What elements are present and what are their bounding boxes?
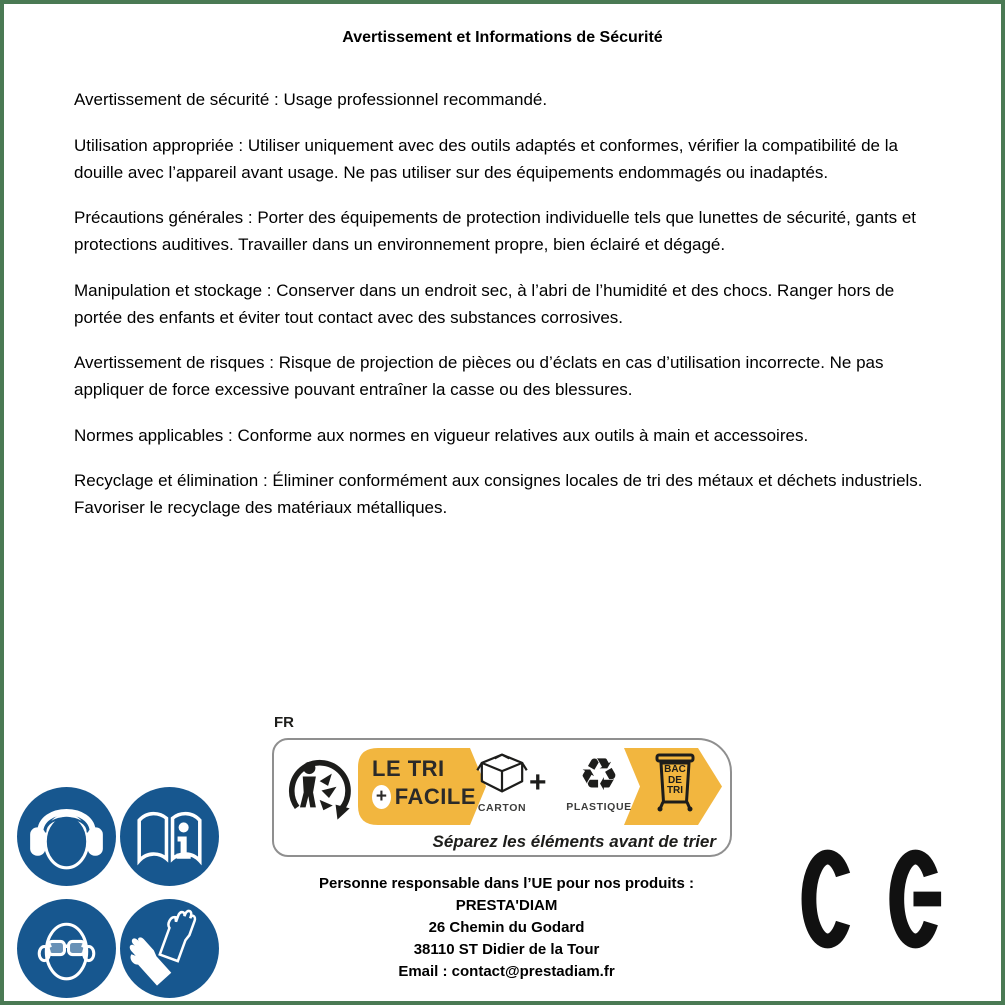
paragraph-manipulation-stockage: Manipulation et stockage : Conserver dans un endroit sec, à l’abri de l’humidité et des chocs. Ranger hors de portée des enfants et éviter tout contact avec des substances corrosives. <box>74 280 895 327</box>
carton-label: CARTON <box>477 802 527 814</box>
hand-protection-icon <box>119 898 220 999</box>
tri-bin-icon <box>653 752 697 816</box>
safety-text-block <box>74 86 946 540</box>
paragraph-utilisation-appropriee: Utilisation appropriée : Utiliser uniquement avec des outils adaptés et conformes, vérifier la compatibilité de la douille avec l’appareil avant usage. Ne pas utiliser sur des équipements endommagés ou inadaptés. <box>74 135 898 182</box>
paragraph-precautions-generales: Précautions générales : Porter des équipements de protection individuelle tels que lunettes de sécurité, gants et protections auditives. Travailler dans un environnement propre, bien éclairé et dégagé. <box>74 208 917 254</box>
plastic-recycling-icon: ♻ <box>578 748 620 801</box>
slogan-line1: LE TRI <box>372 756 445 781</box>
ce-mark-icon <box>801 849 949 949</box>
company-street: 26 Chemin du Godard <box>428 919 585 936</box>
sorting-instruction: Séparez les éléments avant de trier <box>432 832 716 851</box>
responsible-intro: Personne responsable dans l’UE pour nos produits : <box>318 875 695 892</box>
plus-circle-icon: + <box>372 785 391 809</box>
page-title: Avertissement et Informations de Sécurité <box>342 29 663 46</box>
company-email: Email : contact@prestadiam.fr <box>398 963 615 980</box>
responsible-party-block <box>254 873 759 983</box>
bin-text: BAC DE TRI <box>664 764 686 796</box>
materials-separator: + <box>529 766 547 799</box>
plastique-label: PLASTIQUE <box>566 801 632 813</box>
read-manual-icon <box>119 786 220 887</box>
paragraph-avertissement-risques: Avertissement de risques : Risque de projection de pièces ou d’éclats en cas d’utilisation incorrecte. Ne pas appliquer de force excessive pouvant entraîner la casse ou des blessures. <box>74 353 884 399</box>
material-plastique <box>565 748 633 813</box>
triman-icon <box>284 753 359 828</box>
slogan <box>372 757 476 810</box>
info-tri-label <box>272 738 732 857</box>
company-name: PRESTA'DIAM <box>455 897 558 914</box>
paragraph-recyclage-elimination: Recyclage et élimination : Éliminer conformément aux consignes locales de tri des métaux et déchets industriels. Favoriser le recyclage des matériaux métalliques. <box>74 471 923 517</box>
material-carton <box>471 751 533 814</box>
eye-protection-icon <box>16 898 117 999</box>
ear-protection-icon <box>16 786 117 887</box>
slogan-line2: FACILE <box>394 784 476 809</box>
carton-box-icon <box>475 751 529 795</box>
country-code-label: FR <box>274 714 294 731</box>
mandatory-pictograms <box>16 786 232 1002</box>
company-city: 38110 ST Didier de la Tour <box>413 941 600 958</box>
paragraph-avertissement-securite: Avertissement de sécurité : Usage professionnel recommandé. <box>74 90 548 109</box>
paragraph-normes-applicables: Normes applicables : Conforme aux normes en vigueur relatives aux outils à main et accessoires. <box>74 425 809 445</box>
